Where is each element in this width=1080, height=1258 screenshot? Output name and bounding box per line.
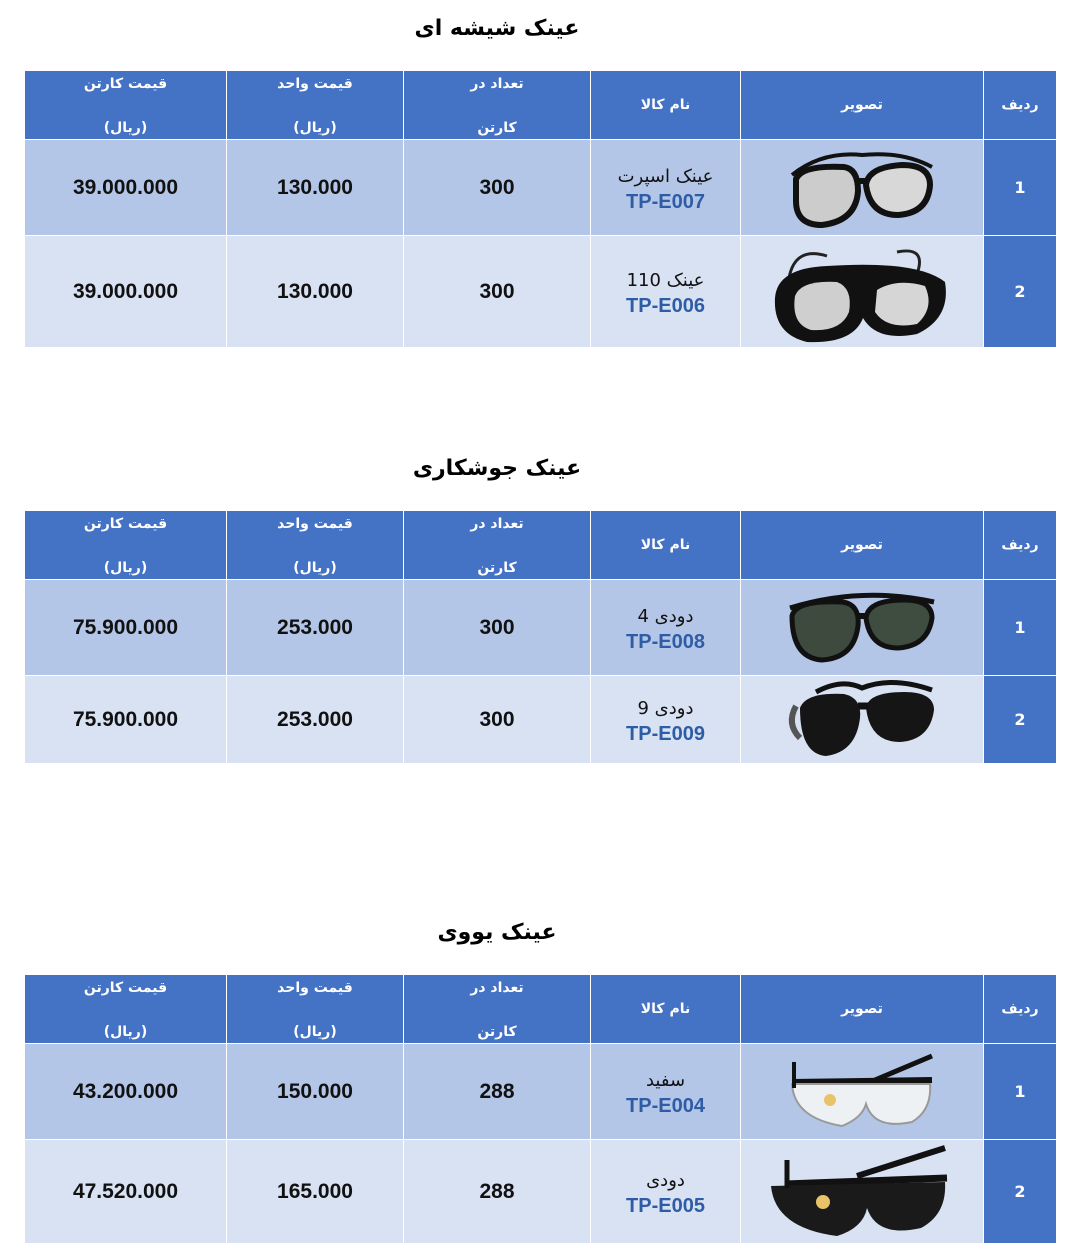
table-row — [25, 580, 1057, 676]
carton-price: 75.900.000 — [25, 676, 227, 764]
header-row: ردیف — [984, 511, 1057, 580]
header-count: تعداد در کارتن — [404, 975, 591, 1044]
header-product-name: نام کالا — [591, 71, 741, 140]
product-code: TP-E007 — [626, 190, 705, 213]
header-unit-price: قیمت واحد (ریال) — [227, 975, 404, 1044]
product-image — [741, 580, 984, 676]
carton-price: 39.000.000 — [25, 236, 227, 348]
smoke-4-welding-goggles-icon — [782, 588, 942, 668]
unit-price: 150.000 — [227, 1044, 404, 1140]
row-number: 1 — [984, 1044, 1057, 1140]
clear-uv-glasses-icon — [782, 1048, 942, 1136]
table-row — [25, 676, 1057, 764]
header-carton-price: قیمت کارتن (ریال) — [25, 975, 227, 1044]
unit-price: 253.000 — [227, 676, 404, 764]
carton-count: 300 — [404, 676, 591, 764]
product-name: عینک اسپرت — [617, 165, 714, 187]
header-unit-price: قیمت واحد (ریال) — [227, 71, 404, 140]
product-image — [741, 140, 984, 236]
product-image — [741, 676, 984, 764]
section-title: عینک جوشکاری — [412, 456, 582, 481]
table-header — [25, 975, 1057, 1044]
clear-110-goggles-icon — [767, 238, 957, 346]
unit-price: 130.000 — [227, 236, 404, 348]
table-row — [25, 140, 1057, 236]
header-image: تصویر — [741, 71, 984, 140]
product-name: سفید — [645, 1069, 686, 1091]
smoke-uv-glasses-icon — [767, 1142, 957, 1242]
section-title: عینک یووی — [437, 920, 557, 945]
product-name-cell — [591, 1140, 741, 1244]
product-name-cell — [591, 580, 741, 676]
header-row: ردیف — [984, 71, 1057, 140]
product-name-cell — [591, 1044, 741, 1140]
product-code: TP-E006 — [626, 294, 705, 317]
table-header — [25, 71, 1057, 140]
carton-price: 75.900.000 — [25, 580, 227, 676]
product-name: دودی 4 — [637, 605, 694, 627]
product-image — [741, 236, 984, 348]
carton-price: 47.520.000 — [25, 1140, 227, 1244]
header-row: ردیف — [984, 975, 1057, 1044]
header-count: تعداد در کارتن — [404, 71, 591, 140]
header-product-name: نام کالا — [591, 511, 741, 580]
header-image: تصویر — [741, 511, 984, 580]
table-header — [25, 511, 1057, 580]
row-number: 2 — [984, 676, 1057, 764]
carton-count: 300 — [404, 580, 591, 676]
product-image — [741, 1140, 984, 1244]
carton-count: 300 — [404, 140, 591, 236]
price-table — [24, 70, 1057, 348]
unit-price: 130.000 — [227, 140, 404, 236]
table-row — [25, 236, 1057, 348]
carton-count: 300 — [404, 236, 591, 348]
carton-count: 288 — [404, 1044, 591, 1140]
product-name: دودی — [646, 1169, 685, 1191]
product-code: TP-E009 — [626, 722, 705, 745]
clear-sport-goggles-icon — [782, 145, 942, 231]
row-number: 1 — [984, 140, 1057, 236]
row-number: 1 — [984, 580, 1057, 676]
carton-price: 39.000.000 — [25, 140, 227, 236]
carton-count: 288 — [404, 1140, 591, 1244]
product-image — [741, 1044, 984, 1140]
smoke-9-welding-goggles-icon — [782, 678, 942, 762]
unit-price: 253.000 — [227, 580, 404, 676]
product-name-cell — [591, 236, 741, 348]
price-table — [24, 510, 1057, 764]
header-product-name: نام کالا — [591, 975, 741, 1044]
row-number: 2 — [984, 1140, 1057, 1244]
table-row — [25, 1044, 1057, 1140]
product-name: دودی 9 — [637, 697, 694, 719]
header-image: تصویر — [741, 975, 984, 1044]
section-title: عینک شیشه ای — [414, 16, 580, 41]
table-row — [25, 1140, 1057, 1244]
product-name-cell — [591, 676, 741, 764]
row-number: 2 — [984, 236, 1057, 348]
carton-price: 43.200.000 — [25, 1044, 227, 1140]
product-name-cell — [591, 140, 741, 236]
header-count: تعداد در کارتن — [404, 511, 591, 580]
product-code: TP-E004 — [626, 1094, 705, 1117]
header-carton-price: قیمت کارتن (ریال) — [25, 71, 227, 140]
price-table — [24, 974, 1057, 1244]
product-code: TP-E008 — [626, 630, 705, 653]
product-name: عینک 110 — [626, 269, 705, 291]
product-code: TP-E005 — [626, 1194, 705, 1217]
header-carton-price: قیمت کارتن (ریال) — [25, 511, 227, 580]
header-unit-price: قیمت واحد (ریال) — [227, 511, 404, 580]
unit-price: 165.000 — [227, 1140, 404, 1244]
